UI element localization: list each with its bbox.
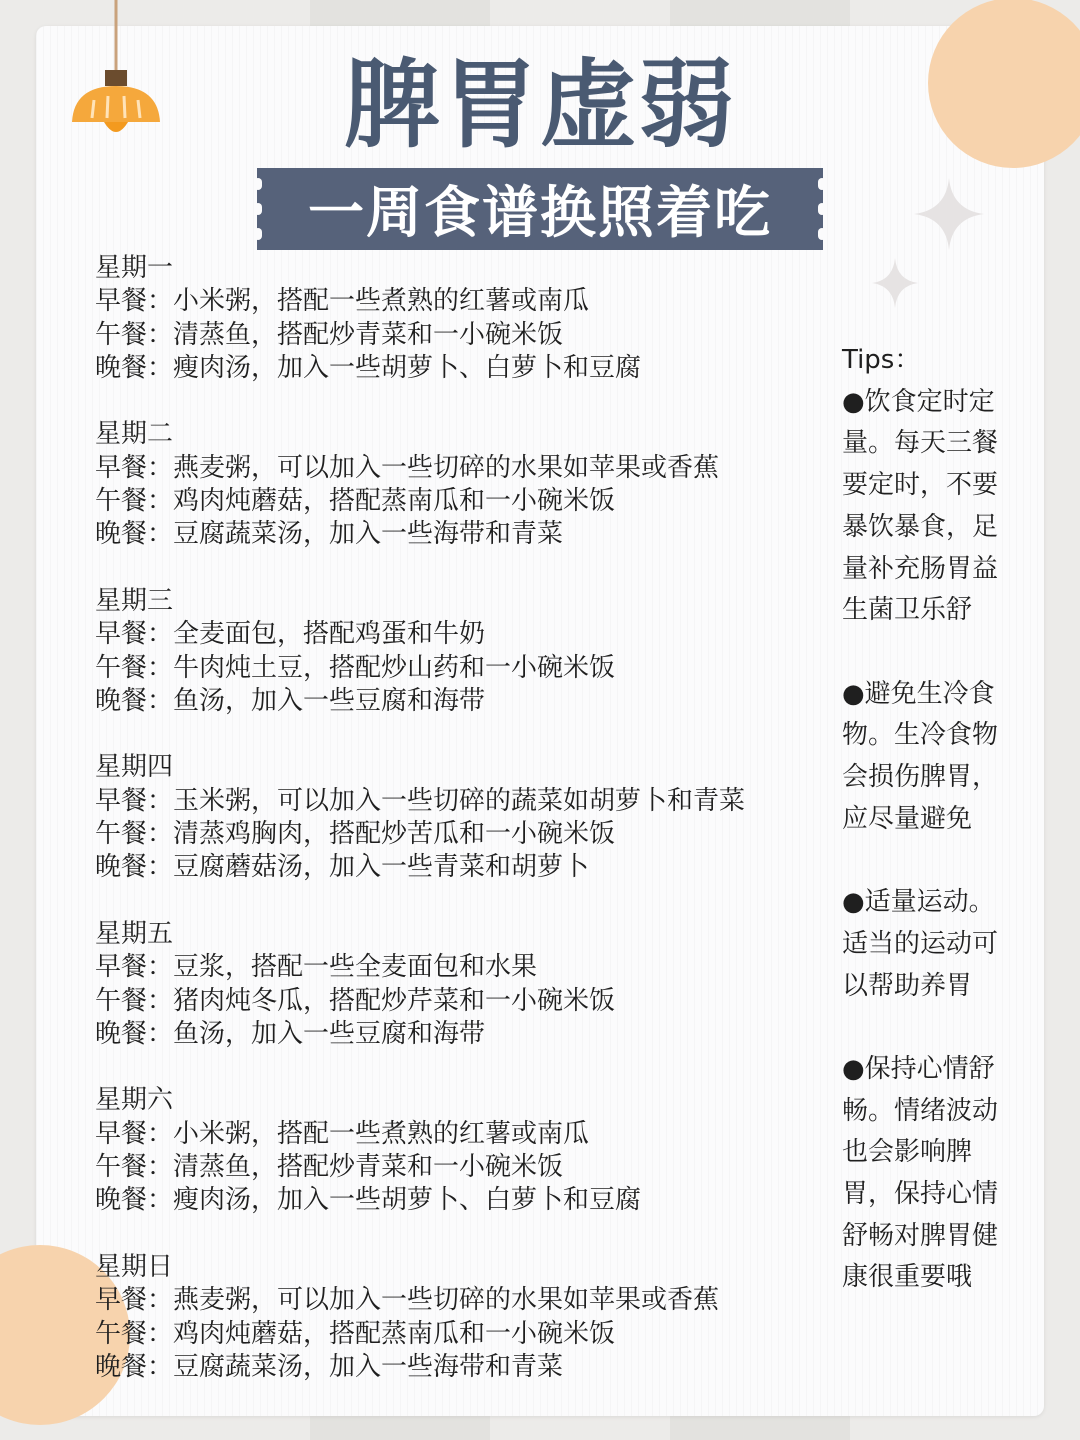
tip-line: 适当的运动可 [842, 928, 999, 959]
lunch-line: 午餐：猪肉炖冬瓜，搭配炒芹菜和一小碗米饭 [95, 985, 616, 1016]
sparkle-star-icon [872, 258, 918, 308]
tip-line: 舒畅对脾胃健 [842, 1220, 999, 1251]
breakfast-line: 早餐：燕麦粥，可以加入一些切碎的水果如苹果或香蕉 [95, 1285, 720, 1316]
tip-line: 胃，保持心情 [842, 1179, 999, 1210]
tip-line: 量补充肠胃益 [842, 553, 999, 584]
tip-line: ●适量运动。 [842, 887, 995, 918]
page-title: 脾胃虚弱 [344, 49, 736, 161]
dinner-line: 晚餐：瘦肉汤，加入一些胡萝卜、白萝卜和豆腐 [95, 1185, 642, 1216]
tip-line: 会损伤脾胃， [842, 762, 999, 793]
breakfast-line: 早餐：玉米粥，可以加入一些切碎的蔬菜如胡萝卜和青菜 [95, 785, 746, 816]
tip-good-mood [842, 1049, 1027, 1299]
banner-notch [254, 203, 262, 215]
breakfast-line: 早餐：豆浆，搭配一些全麦面包和水果 [95, 952, 538, 983]
breakfast-line: 早餐：燕麦粥，可以加入一些切碎的水果如苹果或香蕉 [95, 452, 720, 483]
sparkle-star-icon [914, 178, 984, 250]
lunch-line: 午餐：清蒸鸡胸肉，搭配炒苦瓜和一小碗米饭 [95, 819, 616, 850]
tip-line: 量。每天三餐 [842, 428, 999, 459]
dinner-line: 晚餐：豆腐蔬菜汤，加入一些海带和青菜 [95, 519, 564, 550]
tip-line: 也会影响脾 [842, 1137, 973, 1168]
lunch-line: 午餐：清蒸鱼，搭配炒青菜和一小碗米饭 [95, 319, 564, 350]
banner-notch [254, 228, 262, 240]
tip-exercise [842, 882, 1027, 1007]
day-name: 星期五 [95, 918, 174, 949]
tip-line: 生菌卫乐舒 [842, 595, 973, 626]
banner-notch [818, 203, 826, 215]
day-block-monday [95, 252, 825, 385]
dinner-line: 晚餐：瘦肉汤，加入一些胡萝卜、白萝卜和豆腐 [95, 352, 642, 383]
breakfast-line: 早餐：全麦面包，搭配鸡蛋和牛奶 [95, 619, 486, 650]
day-block-saturday [95, 1084, 825, 1217]
day-block-sunday [95, 1251, 825, 1384]
breakfast-line: 早餐：小米粥，搭配一些煮熟的红薯或南瓜 [95, 1118, 590, 1149]
subtitle-banner [257, 168, 823, 250]
subtitle-text: 一周食谱换照着吃 [308, 181, 772, 246]
dinner-line: 晚餐：鱼汤，加入一些豆腐和海带 [95, 1018, 486, 1049]
tip-line: 物。生冷食物 [842, 720, 999, 751]
day-name: 星期二 [95, 419, 174, 450]
lunch-line: 午餐：鸡肉炖蘑菇，搭配蒸南瓜和一小碗米饭 [95, 486, 616, 517]
day-name: 星期六 [95, 1085, 174, 1116]
tips-panel [842, 340, 1027, 1341]
tip-line: 要定时，不要 [842, 470, 999, 501]
tip-regular-meals [842, 382, 1027, 632]
tip-avoid-cold-food [842, 674, 1027, 841]
day-block-tuesday [95, 418, 825, 551]
tip-line: 畅。情绪波动 [842, 1095, 999, 1126]
breakfast-line: 早餐：小米粥，搭配一些煮熟的红薯或南瓜 [95, 286, 590, 317]
day-block-thursday [95, 751, 825, 884]
day-block-friday [95, 918, 825, 1051]
dinner-line: 晚餐：鱼汤，加入一些豆腐和海带 [95, 685, 486, 716]
tip-line: ●饮食定时定 [842, 386, 995, 417]
lunch-line: 午餐：清蒸鱼，搭配炒青菜和一小碗米饭 [95, 1152, 564, 1183]
dinner-line: 晚餐：豆腐蘑菇汤，加入一些青菜和胡萝卜 [95, 852, 590, 883]
tip-line: ●避免生冷食 [842, 678, 995, 709]
day-name: 星期日 [95, 1251, 174, 1282]
day-name: 星期一 [95, 253, 174, 283]
day-block-wednesday [95, 585, 825, 718]
banner-notch [818, 178, 826, 190]
lunch-line: 午餐：牛肉炖土豆，搭配炒山药和一小碗米饭 [95, 652, 616, 683]
dinner-line: 晚餐：豆腐蔬菜汤，加入一些海带和青菜 [95, 1351, 564, 1382]
day-name: 星期三 [95, 585, 174, 616]
tip-line: 以帮助养胃 [842, 970, 973, 1001]
tip-line: 康很重要哦 [842, 1262, 973, 1293]
lunch-line: 午餐：鸡肉炖蘑菇，搭配蒸南瓜和一小碗米饭 [95, 1318, 616, 1349]
banner-notch [818, 228, 826, 240]
tip-line: 暴饮暴食，足 [842, 511, 999, 542]
tip-line: 应尽量避免 [842, 803, 973, 834]
tips-title: Tips： [842, 345, 921, 375]
weekly-menu [95, 252, 825, 1417]
tip-line: ●保持心情舒 [842, 1053, 995, 1084]
day-name: 星期四 [95, 752, 174, 783]
banner-notch [254, 178, 262, 190]
